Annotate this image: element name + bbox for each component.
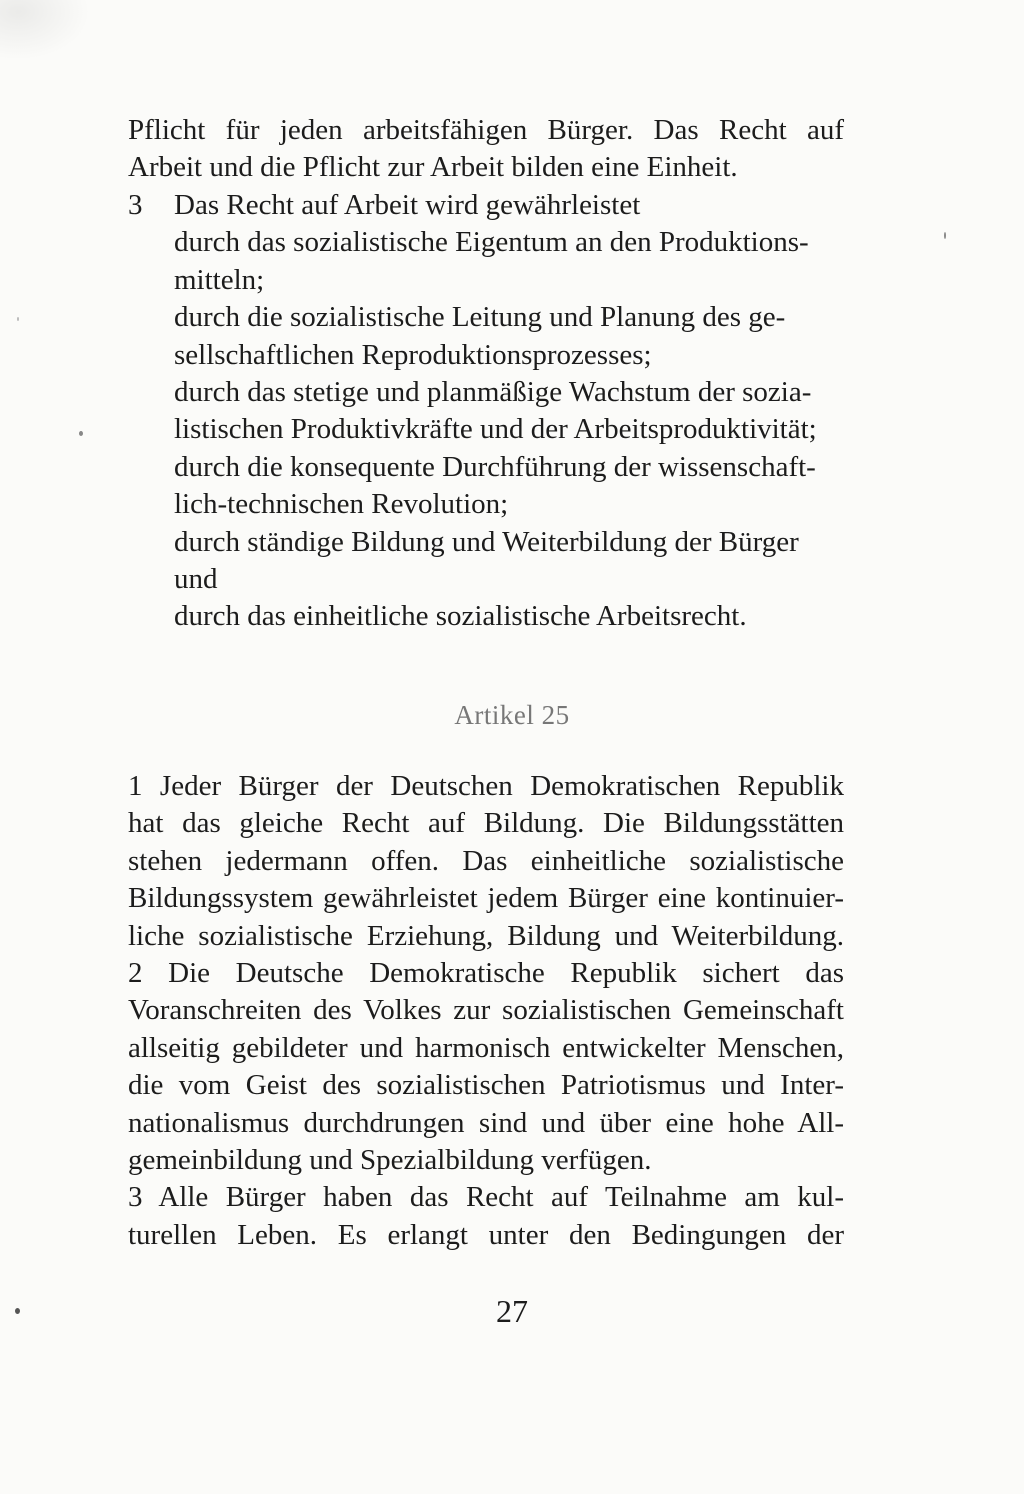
text-line: Arbeit und die Pflicht zur Arbeit bilden eine Einheit. [128, 151, 738, 184]
text-line: turellen Leben. Es erlangt unter den Bedingungen der [128, 1218, 844, 1251]
page-scuff [0, 0, 90, 60]
text-line [128, 187, 844, 224]
list-line: durch das sozialistische Eigentum an den Produktions- [174, 226, 809, 259]
text-line: nationalismus durchdrungen sind und über eine hohe All- [128, 1106, 844, 1139]
text-line: 2 Die Deutsche Demokratische Republik sichert das [128, 957, 844, 990]
list-line: listischen Produktivkräfte und der Arbeitsproduktivität; [174, 413, 817, 446]
article-25-body [128, 768, 844, 1254]
text-line: Bildungssystem gewährleistet jedem Bürger eine kontinuier- [128, 882, 844, 915]
text-line: 3 Alle Bürger haben das Recht auf Teilnahme am kul- [128, 1181, 844, 1214]
list-line: sellschaftlichen Reproduktionsprozesses; [174, 338, 652, 371]
text-line: 1 Jeder Bürger der Deutschen Demokratischen Republik [128, 770, 844, 802]
text-line: hat das gleiche Recht auf Bildung. Die Bildungsstätten [128, 807, 844, 840]
print-speck [17, 317, 19, 321]
list-line: durch das einheitliche sozialistische Arbeitsrecht. [174, 600, 747, 633]
paragraph-right-to-work [128, 187, 844, 636]
list-line: durch die sozialistische Leitung und Planung des ge- [174, 301, 786, 334]
text-line: stehen jedermann offen. Das einheitliche sozialistische [128, 844, 844, 877]
text-line: allseitig gebildeter und harmonisch entwickelter Menschen, [128, 1031, 844, 1064]
text-line: liche sozialistische Erziehung, Bildung und Weiterbildung. [128, 919, 844, 952]
print-speck [79, 431, 83, 436]
list-line: durch ständige Bildung und Weiterbildung der Bürger [174, 525, 799, 558]
list-line: mitteln; [174, 263, 265, 296]
list-line: und [174, 563, 218, 596]
text-line: Voranschreiten des Volkes zur sozialistischen Gemeinschaft [128, 994, 844, 1027]
list-line: durch die konsequente Durchführung der wissenschaft- [174, 450, 816, 483]
text-line: die vom Geist des sozialistischen Patriotismus und Inter- [128, 1069, 844, 1102]
page-number: 27 [496, 1293, 528, 1329]
paragraph-first-line: Das Recht auf Arbeit wird gewährleistet [174, 189, 641, 221]
text-line: gemeinbildung und Spezialbildung verfügen. [128, 1144, 652, 1177]
list-line: lich-technischen Revolution; [174, 488, 509, 521]
list-line: durch das stetige und planmäßige Wachstum der sozia- [174, 376, 812, 409]
article-heading: Artikel 25 [454, 700, 570, 730]
text-line: Pflicht für jeden arbeitsfähigen Bürger. Das Recht auf [128, 114, 844, 146]
paragraph-number: 3 [128, 189, 143, 221]
paragraph-continuation [128, 112, 844, 187]
print-speck [15, 1308, 20, 1314]
print-speck [944, 232, 946, 239]
